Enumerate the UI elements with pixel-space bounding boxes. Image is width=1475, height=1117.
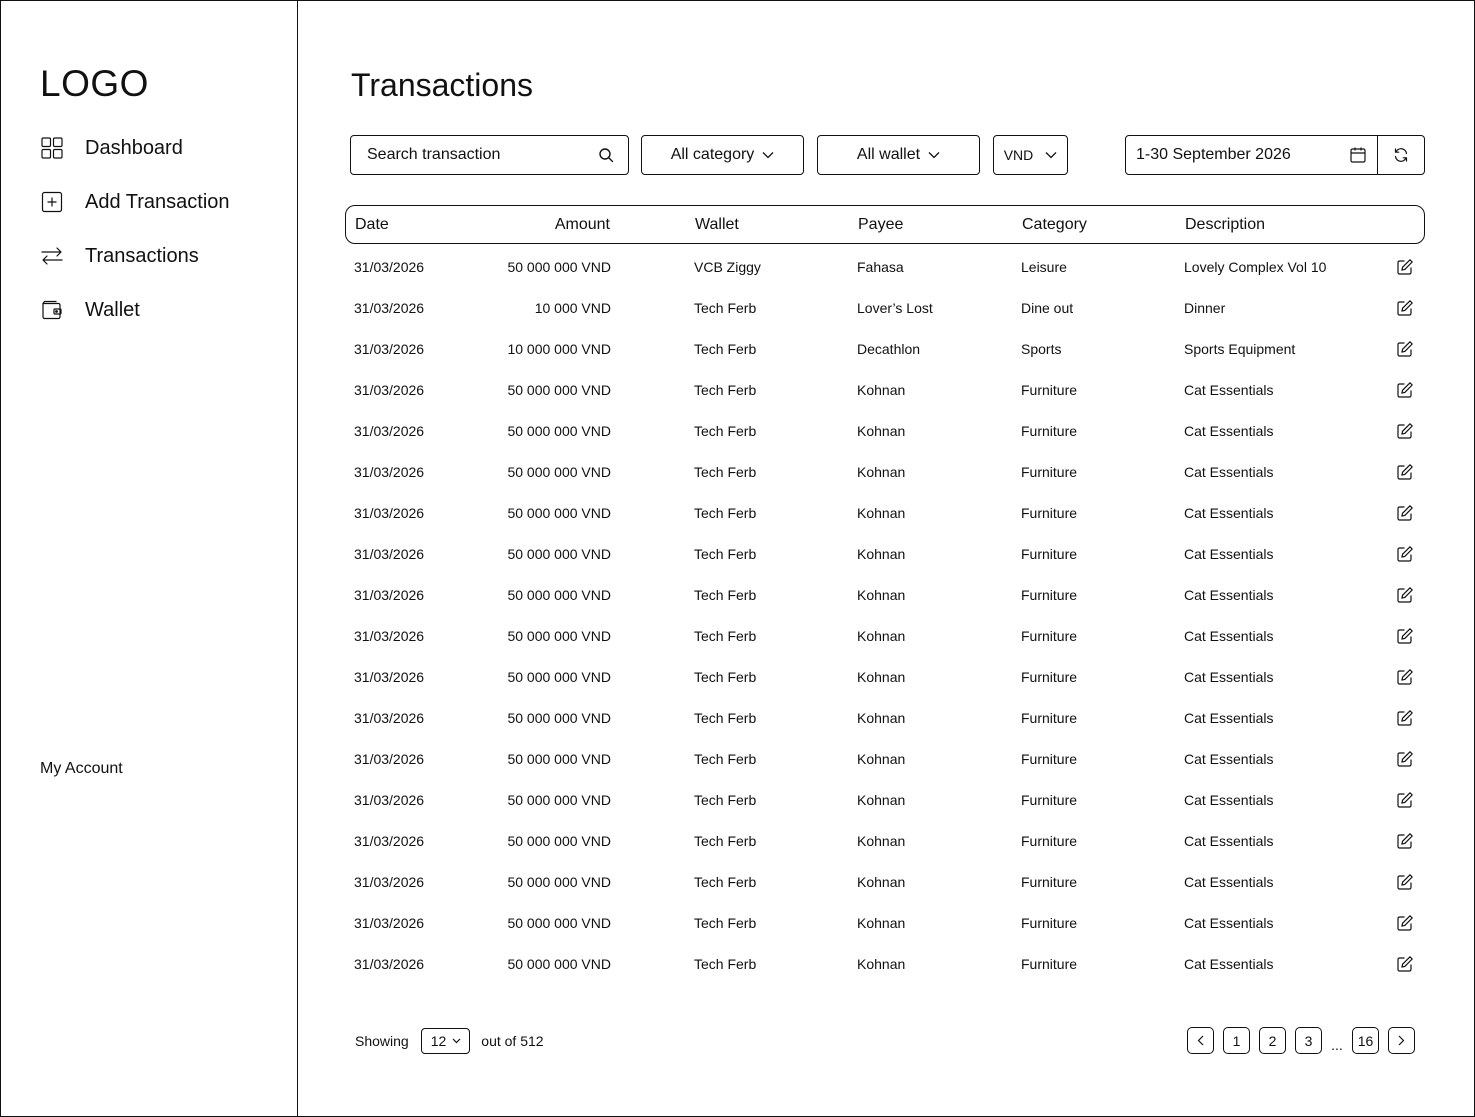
cell-amount: 50 000 000 VND	[507, 710, 611, 726]
cell-payee: Kohnan	[857, 833, 906, 849]
cell-amount: 50 000 000 VND	[507, 259, 611, 275]
sidebar-item-add-transaction[interactable]	[40, 187, 230, 217]
cell-payee: Kohnan	[857, 587, 906, 603]
cell-date: 31/03/2026	[354, 423, 425, 439]
cell-payee: Kohnan	[857, 751, 906, 767]
cell-amount: 50 000 000 VND	[507, 669, 611, 685]
cell-description: Cat Essentials	[1184, 710, 1274, 726]
cell-wallet: Tech Ferb	[694, 382, 757, 398]
page-size-select[interactable]	[421, 1028, 471, 1054]
cell-description: Cat Essentials	[1184, 956, 1274, 972]
cell-payee: Kohnan	[857, 464, 906, 480]
edit-icon[interactable]	[1396, 422, 1414, 440]
table-row[interactable]	[345, 698, 1425, 739]
column-header-category[interactable]: Category	[1022, 216, 1087, 233]
page-button-2[interactable]: 2	[1259, 1027, 1286, 1054]
chevron-left-icon	[1197, 1035, 1204, 1046]
cell-wallet: Tech Ferb	[694, 915, 757, 931]
edit-icon[interactable]	[1396, 750, 1414, 768]
cell-payee: Kohnan	[857, 628, 906, 644]
table-row[interactable]	[345, 575, 1425, 616]
cell-description: Sports Equipment	[1184, 341, 1296, 357]
edit-icon[interactable]	[1396, 586, 1414, 604]
chevron-down-icon	[1045, 151, 1057, 159]
cell-wallet: Tech Ferb	[694, 669, 757, 685]
cell-date: 31/03/2026	[354, 546, 425, 562]
sidebar-item-label: Wallet	[85, 298, 140, 321]
edit-icon[interactable]	[1396, 955, 1414, 973]
cell-payee: Kohnan	[857, 382, 906, 398]
cell-description: Cat Essentials	[1184, 669, 1274, 685]
edit-icon[interactable]	[1396, 627, 1414, 645]
sidebar	[1, 1, 298, 1116]
cell-wallet: Tech Ferb	[694, 833, 757, 849]
date-range-picker[interactable]	[1126, 136, 1377, 174]
cell-amount: 50 000 000 VND	[507, 546, 611, 562]
table-row[interactable]	[345, 329, 1425, 370]
sidebar-item-label: Transactions	[85, 244, 199, 267]
cell-wallet: Tech Ferb	[694, 341, 757, 357]
edit-icon[interactable]	[1396, 668, 1414, 686]
page-size-value: 12	[430, 1033, 447, 1049]
cell-amount: 50 000 000 VND	[507, 833, 611, 849]
sidebar-item-label: Dashboard	[85, 136, 183, 159]
cell-date: 31/03/2026	[354, 669, 425, 685]
table-row[interactable]	[345, 739, 1425, 780]
cell-wallet: Tech Ferb	[694, 423, 757, 439]
column-header-description[interactable]: Description	[1185, 216, 1266, 233]
cell-payee: Kohnan	[857, 669, 906, 685]
cell-description: Cat Essentials	[1184, 382, 1274, 398]
search-input[interactable]	[367, 146, 577, 164]
cell-payee: Kohnan	[857, 423, 906, 439]
cell-category: Furniture	[1021, 628, 1078, 644]
logo[interactable]: LOGO	[40, 63, 149, 104]
refresh-button[interactable]	[1377, 136, 1424, 174]
chevron-down-icon	[762, 151, 774, 159]
cell-description: Cat Essentials	[1184, 546, 1274, 562]
currency-select[interactable]	[993, 135, 1068, 175]
showing-label: Showing	[355, 1033, 409, 1049]
cell-wallet: Tech Ferb	[694, 464, 757, 480]
pagination-ellipsis: ...	[1331, 1037, 1343, 1053]
column-header-payee[interactable]: Payee	[858, 216, 904, 233]
cell-payee: Lover’s Lost	[857, 300, 933, 316]
cell-payee: Fahasa	[857, 259, 904, 275]
cell-description: Cat Essentials	[1184, 423, 1274, 439]
table-row[interactable]	[345, 821, 1425, 862]
cell-wallet: Tech Ferb	[694, 587, 757, 603]
cell-wallet: Tech Ferb	[694, 792, 757, 808]
chevron-right-icon	[1398, 1035, 1405, 1046]
table-row[interactable]	[345, 616, 1425, 657]
column-header-wallet[interactable]: Wallet	[695, 216, 739, 233]
edit-icon[interactable]	[1396, 791, 1414, 809]
cell-amount: 50 000 000 VND	[507, 587, 611, 603]
cell-amount: 50 000 000 VND	[507, 423, 611, 439]
cell-category: Furniture	[1021, 956, 1078, 972]
cell-payee: Kohnan	[857, 710, 906, 726]
cell-payee: Kohnan	[857, 505, 906, 521]
cell-payee: Kohnan	[857, 792, 906, 808]
cell-wallet: VCB Ziggy	[694, 259, 761, 275]
table-row[interactable]	[345, 288, 1425, 329]
sidebar-item-label: Add Transaction	[85, 190, 230, 213]
edit-icon[interactable]	[1396, 299, 1414, 317]
cell-date: 31/03/2026	[354, 956, 425, 972]
cell-category: Furniture	[1021, 751, 1078, 767]
calendar-icon	[1349, 146, 1367, 164]
edit-icon[interactable]	[1396, 545, 1414, 563]
cell-wallet: Tech Ferb	[694, 546, 757, 562]
cell-description: Cat Essentials	[1184, 874, 1274, 890]
table-row[interactable]	[345, 780, 1425, 821]
swap-arrows-icon	[40, 244, 64, 268]
page-button-3[interactable]: 3	[1295, 1027, 1322, 1054]
main-content	[298, 1, 1474, 1116]
cell-date: 31/03/2026	[354, 710, 425, 726]
cell-amount: 50 000 000 VND	[507, 915, 611, 931]
cell-payee: Decathlon	[857, 341, 921, 357]
cell-category: Furniture	[1021, 464, 1078, 480]
date-range-group	[1125, 135, 1425, 175]
total-count-label: out of 512	[481, 1033, 544, 1049]
edit-icon[interactable]	[1396, 258, 1414, 276]
table-row[interactable]	[345, 370, 1425, 411]
sidebar-item-wallet[interactable]	[40, 295, 140, 325]
cell-category: Furniture	[1021, 669, 1078, 685]
wallet-select-value: All wallet	[856, 146, 921, 163]
plus-square-icon	[40, 190, 64, 214]
edit-icon[interactable]	[1396, 914, 1414, 932]
next-page-button[interactable]	[1388, 1027, 1415, 1054]
table-header	[345, 205, 1425, 244]
dashboard-grid-icon	[40, 136, 64, 160]
edit-icon[interactable]	[1396, 381, 1414, 399]
wallet-select[interactable]	[817, 135, 980, 175]
edit-icon[interactable]	[1396, 340, 1414, 358]
cell-amount: 50 000 000 VND	[507, 505, 611, 521]
table-row[interactable]	[345, 247, 1425, 288]
cell-payee: Kohnan	[857, 956, 906, 972]
cell-wallet: Tech Ferb	[694, 505, 757, 521]
cell-category: Furniture	[1021, 710, 1078, 726]
cell-date: 31/03/2026	[354, 874, 425, 890]
cell-date: 31/03/2026	[354, 382, 425, 398]
cell-description: Cat Essentials	[1184, 464, 1274, 480]
cell-category: Furniture	[1021, 915, 1078, 931]
cell-date: 31/03/2026	[354, 464, 425, 480]
cell-category: Furniture	[1021, 587, 1078, 603]
cell-date: 31/03/2026	[354, 833, 425, 849]
table-row[interactable]	[345, 493, 1425, 534]
sidebar-item-transactions[interactable]	[40, 241, 199, 271]
sidebar-item-dashboard[interactable]	[40, 133, 183, 163]
cell-amount: 50 000 000 VND	[507, 628, 611, 644]
cell-date: 31/03/2026	[354, 915, 425, 931]
table-row[interactable]	[345, 657, 1425, 698]
cell-wallet: Tech Ferb	[694, 300, 757, 316]
column-header-amount[interactable]: Amount	[554, 216, 610, 233]
cell-category: Furniture	[1021, 792, 1078, 808]
cell-amount: 10 000 VND	[534, 300, 611, 316]
cell-description: Cat Essentials	[1184, 587, 1274, 603]
cell-description: Cat Essentials	[1184, 505, 1274, 521]
cell-description: Cat Essentials	[1184, 915, 1274, 931]
cell-amount: 50 000 000 VND	[507, 464, 611, 480]
edit-icon[interactable]	[1396, 504, 1414, 522]
cell-category: Furniture	[1021, 505, 1078, 521]
column-header-date[interactable]: Date	[355, 216, 389, 233]
cell-date: 31/03/2026	[354, 751, 425, 767]
cell-date: 31/03/2026	[354, 587, 425, 603]
cell-amount: 50 000 000 VND	[507, 874, 611, 890]
table-row[interactable]	[345, 411, 1425, 452]
cell-category: Furniture	[1021, 874, 1078, 890]
edit-icon[interactable]	[1396, 463, 1414, 481]
page-button-last[interactable]: 16	[1352, 1027, 1379, 1054]
cell-date: 31/03/2026	[354, 628, 425, 644]
cell-date: 31/03/2026	[354, 300, 425, 316]
table-row[interactable]	[345, 862, 1425, 903]
page-title: Transactions	[351, 67, 533, 103]
cell-category: Furniture	[1021, 546, 1078, 562]
page-button-1[interactable]: 1	[1223, 1027, 1250, 1054]
cell-category: Furniture	[1021, 833, 1078, 849]
category-select[interactable]	[641, 135, 804, 175]
cell-date: 31/03/2026	[354, 505, 425, 521]
category-select-value: All category	[670, 146, 755, 163]
cell-description: Cat Essentials	[1184, 833, 1274, 849]
cell-category: Sports	[1021, 341, 1062, 357]
cell-amount: 50 000 000 VND	[507, 382, 611, 398]
cell-category: Furniture	[1021, 382, 1078, 398]
refresh-icon	[1393, 147, 1409, 163]
cell-amount: 50 000 000 VND	[507, 751, 611, 767]
table-row[interactable]	[345, 944, 1425, 985]
cell-category: Leisure	[1021, 259, 1067, 275]
table-row[interactable]	[345, 903, 1425, 944]
cell-amount: 50 000 000 VND	[507, 792, 611, 808]
cell-description: Dinner	[1184, 300, 1226, 316]
edit-icon[interactable]	[1396, 832, 1414, 850]
table-row[interactable]	[345, 452, 1425, 493]
my-account-link[interactable]: My Account	[40, 760, 123, 777]
cell-amount: 10 000 000 VND	[507, 341, 611, 357]
cell-payee: Kohnan	[857, 915, 906, 931]
chevron-down-icon	[928, 151, 940, 159]
table-row[interactable]	[345, 534, 1425, 575]
page-size-control	[355, 1028, 544, 1054]
cell-description: Lovely Complex Vol 10	[1184, 259, 1327, 275]
search-icon[interactable]	[598, 147, 614, 163]
search-box[interactable]	[350, 135, 629, 175]
cell-description: Cat Essentials	[1184, 628, 1274, 644]
cell-payee: Kohnan	[857, 874, 906, 890]
edit-icon[interactable]	[1396, 709, 1414, 727]
cell-amount: 50 000 000 VND	[507, 956, 611, 972]
wallet-icon	[40, 298, 64, 322]
cell-payee: Kohnan	[857, 546, 906, 562]
edit-icon[interactable]	[1396, 873, 1414, 891]
cell-description: Cat Essentials	[1184, 792, 1274, 808]
prev-page-button[interactable]	[1187, 1027, 1214, 1054]
pagination	[1187, 1027, 1415, 1054]
cell-wallet: Tech Ferb	[694, 874, 757, 890]
cell-date: 31/03/2026	[354, 259, 425, 275]
cell-category: Dine out	[1021, 300, 1074, 316]
cell-date: 31/03/2026	[354, 341, 425, 357]
chevron-down-icon	[452, 1038, 461, 1044]
cell-wallet: Tech Ferb	[694, 628, 757, 644]
cell-category: Furniture	[1021, 423, 1078, 439]
cell-description: Cat Essentials	[1184, 751, 1274, 767]
currency-select-value: VND	[1003, 147, 1034, 163]
cell-wallet: Tech Ferb	[694, 710, 757, 726]
cell-date: 31/03/2026	[354, 792, 425, 808]
cell-wallet: Tech Ferb	[694, 956, 757, 972]
cell-wallet: Tech Ferb	[694, 751, 757, 767]
date-range-value: 1-30 September 2026	[1136, 146, 1291, 163]
